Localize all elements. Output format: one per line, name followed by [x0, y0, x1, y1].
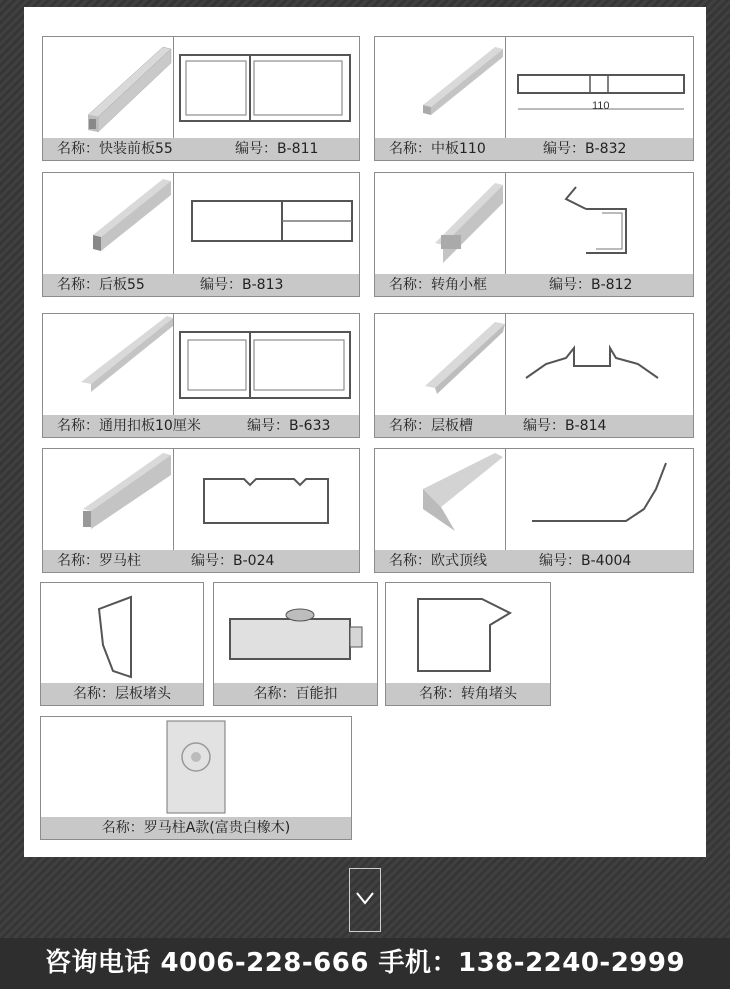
accessory-card-roman-column-a[interactable]	[40, 716, 352, 840]
accessory-caption	[41, 817, 351, 839]
product-photo	[43, 37, 173, 138]
product-photo	[386, 583, 552, 683]
product-name: 名称：快装前板55	[57, 141, 173, 157]
product-code: 编号：B-814	[523, 418, 607, 434]
accessory-caption	[214, 683, 377, 705]
product-code: 编号：B-633	[247, 418, 331, 434]
product-photo	[375, 314, 505, 415]
product-photo	[41, 583, 205, 683]
accessory-card-shelf-end-cap[interactable]	[40, 582, 204, 706]
product-card-b813[interactable]	[42, 172, 360, 297]
product-photo	[43, 449, 173, 550]
product-card-b633[interactable]	[42, 313, 360, 438]
accessory-caption	[41, 683, 203, 705]
product-photo	[375, 173, 505, 274]
product-photo	[214, 583, 379, 683]
product-caption	[375, 138, 693, 160]
product-card-b832[interactable]	[374, 36, 694, 161]
product-card-b4004[interactable]	[374, 448, 694, 573]
accessory-caption	[386, 683, 550, 705]
accessory-name: 名称：层板堵头	[73, 686, 171, 702]
contact-footer	[0, 938, 730, 989]
product-card-b814[interactable]	[374, 313, 694, 438]
accessory-card-corner-end-cap[interactable]	[385, 582, 551, 706]
product-name: 名称：罗马柱	[57, 553, 141, 569]
product-caption	[43, 415, 359, 437]
product-code: 编号：B-811	[235, 141, 319, 157]
product-name: 名称：通用扣板10厘米	[57, 418, 201, 434]
accessory-name: 名称：转角堵头	[419, 686, 517, 702]
profile-drawing	[173, 314, 359, 415]
product-caption	[375, 415, 693, 437]
profile-drawing	[173, 173, 359, 274]
product-photo	[43, 173, 173, 274]
product-code: 编号：B-832	[543, 141, 627, 157]
product-caption	[375, 550, 693, 572]
profile-drawing	[173, 449, 359, 550]
product-name: 名称：中板110	[389, 141, 486, 157]
product-caption	[43, 274, 359, 296]
profile-drawing	[505, 449, 693, 550]
product-photo	[375, 37, 505, 138]
accessory-name: 名称：罗马柱A款(富贵白橡木)	[101, 820, 291, 836]
product-code: 编号：B-812	[549, 277, 633, 293]
product-caption	[43, 138, 359, 160]
product-name: 名称：后板55	[57, 277, 145, 293]
accessory-card-fastener[interactable]	[213, 582, 378, 706]
product-card-b812[interactable]	[374, 172, 694, 297]
product-code: 编号：B-024	[191, 553, 275, 569]
product-name: 名称：欧式顶线	[389, 553, 487, 569]
product-caption	[43, 550, 359, 572]
product-caption	[375, 274, 693, 296]
accessory-name: 名称：百能扣	[253, 686, 338, 702]
product-card-b024[interactable]	[42, 448, 360, 573]
contact-phone-text: 咨询电话 4006-228-666 手机：138-2240-2999	[44, 948, 686, 978]
chevron-down-icon	[350, 869, 380, 931]
scroll-down-button[interactable]	[349, 868, 381, 932]
product-photo	[41, 717, 353, 817]
product-name: 名称：层板槽	[389, 418, 473, 434]
product-code: 编号：B-4004	[539, 553, 632, 569]
profile-drawing	[505, 37, 693, 138]
product-name: 名称：转角小框	[389, 277, 487, 293]
dimension-label: 110	[592, 100, 610, 112]
profile-drawing	[505, 314, 693, 415]
profile-drawing	[505, 173, 693, 274]
product-photo	[43, 314, 173, 415]
product-code: 编号：B-813	[200, 277, 284, 293]
profile-drawing	[173, 37, 359, 138]
product-card-b811[interactable]	[42, 36, 360, 161]
product-photo	[375, 449, 505, 550]
